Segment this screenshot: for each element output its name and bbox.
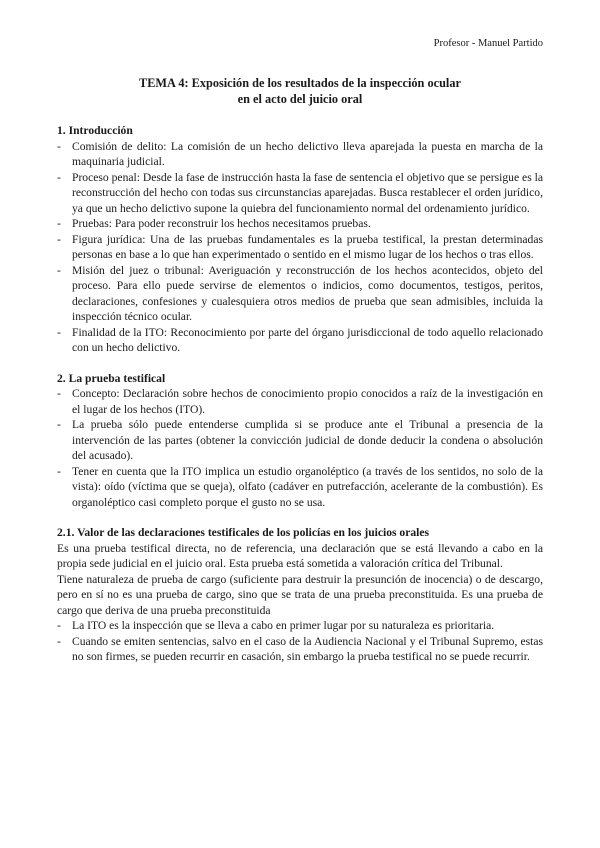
document-body [57,123,543,680]
title-line-2: en el acto del juicio oral [237,91,363,106]
dash-bullet: - [57,464,61,478]
list-item-text: Finalidad de la ITO: Reconocimiento por parte del órgano jurisdiccional de todo aquello relacionado con un hecho delictivo. [72,325,543,354]
document-title [0,76,600,107]
list-item [57,618,543,634]
list-item-text: Pruebas: Para poder reconstruir los hechos necesitamos pruebas. [72,217,371,230]
list-item [57,216,543,232]
list-item [57,232,543,263]
list-item [57,263,543,325]
dash-bullet: - [57,619,61,632]
section-prueba-testifical [57,371,543,511]
list-item [57,417,543,464]
list-item-text: Comisión de delito: La comisión de un hecho delictivo lleva aparejada la puesta en marcha de la maquinaria judicial. [72,139,543,168]
list-item-text: Tener en cuenta que la ITO implica un estudio organoléptico (a través de los sentidos, no solo de la vista): oído (víctima que se queja), olfato (cadáver en putrefacción, acelerante de la combustión). Es organoléptico casi completo porque el gusto no se usa. [72,464,543,509]
list-item [57,170,543,217]
list-item [57,634,543,665]
bullet-list [57,139,543,356]
section-heading: 2. La prueba testifical [57,371,166,385]
dash-bullet: - [57,418,61,431]
section-heading: 1. Introducción [57,124,133,137]
dash-bullet: - [57,139,61,153]
dash-bullet: - [57,217,61,230]
dash-bullet: - [57,325,61,339]
title-line-1: TEMA 4: Exposición de los resultados de la inspección ocular [139,76,461,90]
list-item-text: Concepto: Declaración sobre hechos de conocimiento propio conocidos a raíz de la investigación en el lugar de los hechos (ITO). [72,387,543,416]
dash-bullet: - [57,232,61,246]
list-item-text: La prueba sólo puede entenderse cumplida si se produce ante el Tribunal a presencia de la intervención de las partes (obtener la convicción judicial de donde deducir la condena o absolución del acusado). [72,418,543,462]
paragraph: Tiene naturaleza de prueba de cargo (suficiente para destruir la presunción de inocencia) o de descargo, pero en sí no es una prueba de cargo, sino que se trata de una prueba preconstituida. Es una prueba de cargo que deriva de una prueba preconstituida [57,572,543,617]
section-valor-declaraciones [57,525,543,665]
section-heading: 2.1. Valor de las declaraciones testificales de los policías en los juicios orales [57,526,430,539]
list-item-text: Figura jurídica: Una de las pruebas fundamentales es la prueba testifical, la prestan determinadas personas en base a lo que han experimentado o sentido en el mismo lugar de los hechos o tras ellos. [72,232,543,261]
dash-bullet: - [57,634,61,648]
author-header: Profesor - Manuel Partido [433,38,543,49]
list-item [57,386,543,417]
list-item-text: La ITO es la inspección que se lleva a cabo en primer lugar por su naturaleza es prioritaria. [72,619,495,632]
list-item [57,464,543,511]
bullet-list [57,618,543,665]
list-item-text: Cuando se emiten sentencias, salvo en el caso de la Audiencia Nacional y el Tribunal Supremo, estas no son firmes, se pueden recurrir en casación, sin embargo la prueba testifical no se puede recurrir. [72,634,543,663]
list-item-text: Misión del juez o tribunal: Averiguación y reconstrucción de los hechos acontecidos, objeto del proceso. Para ello puede servirse de elementos o indicios, como documentos, testigos, peritos, declaraciones, confesiones y cualesquiera otros medios de prueba que sean admisibles, incluida la inspección técnico ocular. [72,263,543,323]
list-item [57,325,543,356]
dash-bullet: - [57,387,61,400]
list-item-text: Proceso penal: Desde la fase de instrucción hasta la fase de sentencia el objetivo que se persigue es la reconstrucción del hecho con todas sus circunstancias aparejadas. Busca restablecer el orden jurídico, ya que un hecho delictivo supone la quiebra del funcionamiento normal del ordenamiento jurídico. [72,170,543,215]
dash-bullet: - [57,170,61,184]
section-introduccion [57,123,543,356]
dash-bullet: - [57,263,61,277]
bullet-list [57,386,543,510]
list-item [57,139,543,170]
paragraph: Es una prueba testifical directa, no de referencia, una declaración que se está llevando a cabo en la propia sede judicial en el juicio oral. Esta prueba está sometida a valoración crítica del Tribunal. [57,541,543,570]
